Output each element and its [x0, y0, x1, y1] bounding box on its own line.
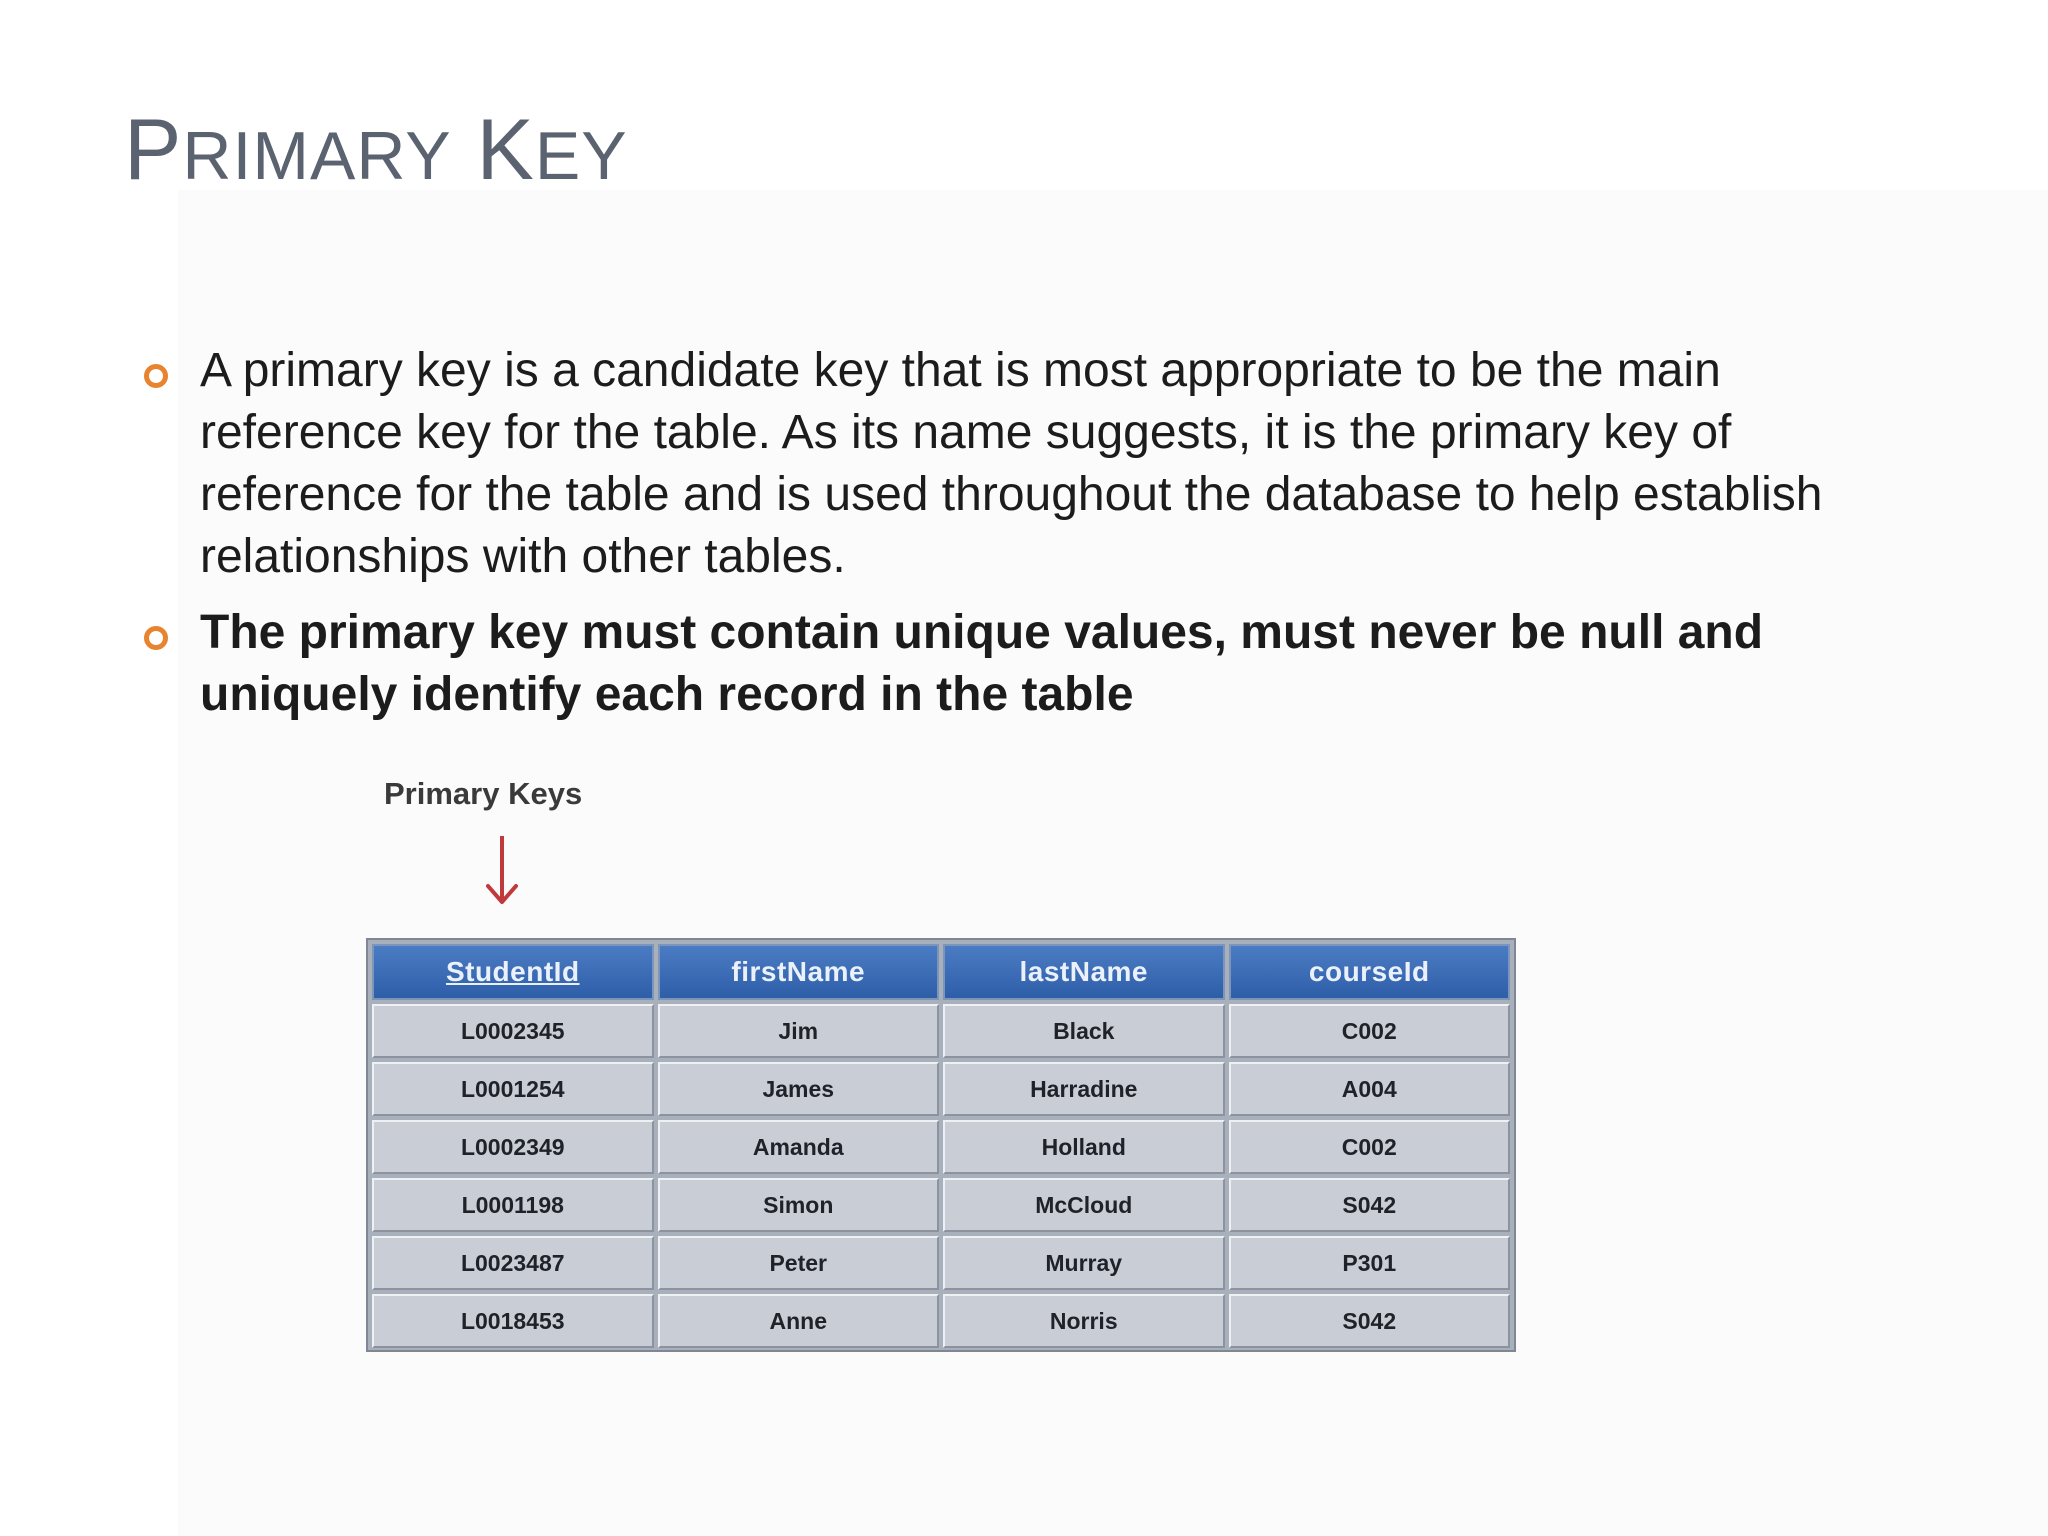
down-arrow-icon [482, 836, 522, 908]
table-row [372, 1120, 1510, 1174]
column-header-lastname: lastName [943, 944, 1225, 1000]
bullet-text: A primary key is a candidate key that is most appropriate to be the main reference key for the table. As its name suggests, it is the primary key of reference for the table and is used throughout the database to help establish relationships with other tables. [200, 344, 1823, 583]
cell-studentid: L0001254 [372, 1062, 654, 1116]
cell-firstname: Simon [658, 1178, 940, 1232]
cell-lastname: Harradine [943, 1062, 1225, 1116]
students-table-frame [366, 938, 1516, 1352]
cell-firstname: Amanda [658, 1120, 940, 1174]
slide-title: PRIMARY KEY [124, 102, 628, 198]
cell-firstname: Jim [658, 1004, 940, 1058]
bullet-item [140, 340, 1860, 588]
cell-lastname: Norris [943, 1294, 1225, 1348]
cell-firstname: Peter [658, 1236, 940, 1290]
cell-courseid: C002 [1229, 1004, 1511, 1058]
bullet-item [140, 602, 1860, 726]
cell-studentid: L0018453 [372, 1294, 654, 1348]
column-header-studentid: StudentId [372, 944, 654, 1000]
cell-firstname: Anne [658, 1294, 940, 1348]
cell-lastname: Black [943, 1004, 1225, 1058]
table-row [372, 1004, 1510, 1058]
cell-studentid: L0023487 [372, 1236, 654, 1290]
cell-lastname: McCloud [943, 1178, 1225, 1232]
cell-lastname: Murray [943, 1236, 1225, 1290]
cell-courseid: C002 [1229, 1120, 1511, 1174]
column-header-courseid: courseId [1229, 944, 1511, 1000]
bullet-text: The primary key must contain unique values, must never be null and uniquely identify each record in the table [200, 606, 1764, 721]
cell-studentid: L0001198 [372, 1178, 654, 1232]
cell-courseid: S042 [1229, 1294, 1511, 1348]
bullet-circle-icon [144, 626, 168, 650]
column-header-firstname: firstName [658, 944, 940, 1000]
table-header-row [372, 944, 1510, 1000]
table-row [372, 1178, 1510, 1232]
primary-keys-label: Primary Keys [384, 776, 583, 811]
cell-courseid: S042 [1229, 1178, 1511, 1232]
cell-studentid: L0002349 [372, 1120, 654, 1174]
bullet-circle-icon [144, 364, 168, 388]
bullet-list [140, 340, 1860, 740]
cell-lastname: Holland [943, 1120, 1225, 1174]
cell-studentid: L0002345 [372, 1004, 654, 1058]
cell-courseid: A004 [1229, 1062, 1511, 1116]
students-table [368, 940, 1514, 1352]
table-row [372, 1294, 1510, 1348]
cell-courseid: P301 [1229, 1236, 1511, 1290]
table-row [372, 1236, 1510, 1290]
cell-firstname: James [658, 1062, 940, 1116]
table-row [372, 1062, 1510, 1116]
